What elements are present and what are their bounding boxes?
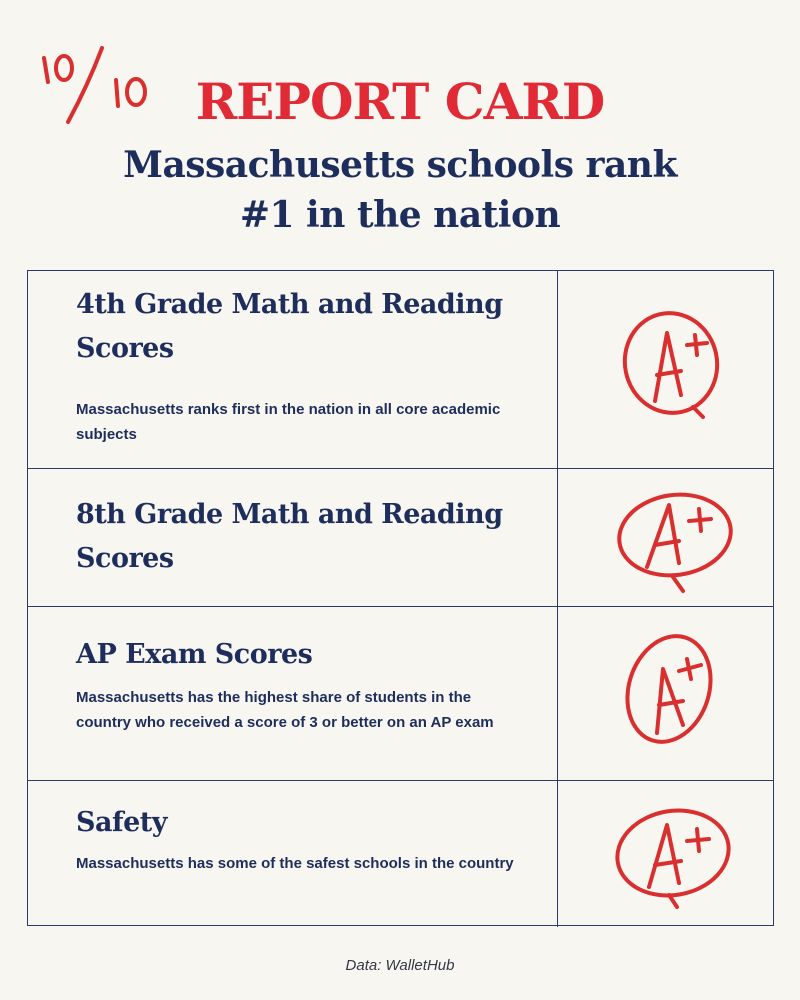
row-description: Massachusetts has the highest share of students in the country who received a score of 3 or better on an AP exam [76, 689, 494, 731]
data-source-caption: Data: WalletHub [345, 957, 455, 974]
report-row-8th-grade [28, 469, 773, 607]
row-description: Massachusetts ranks first in the nation in all core academic subjects [76, 401, 501, 443]
row-grade-cell [558, 781, 773, 927]
row-description: Massachusetts has some of the safest schools in the country [76, 855, 514, 872]
row-grade-cell [558, 607, 773, 780]
row-title: 4th Grade Math and Reading Scores [76, 289, 503, 364]
row-text-cell [28, 781, 558, 927]
page-subtitle: Massachusetts schools rank #1 in the nation [123, 144, 677, 236]
report-row-safety [28, 781, 773, 927]
grade-a-plus-icon [603, 795, 743, 915]
grade-a-plus-icon [603, 629, 743, 749]
grade-a-plus-icon [603, 303, 743, 423]
row-text-cell [28, 271, 558, 468]
row-title: AP Exam Scores [76, 639, 313, 670]
report-card-table [27, 270, 774, 926]
row-grade-cell [558, 469, 773, 606]
grade-a-plus-icon [603, 479, 743, 599]
report-row-ap-exam [28, 607, 773, 781]
row-title: 8th Grade Math and Reading Scores [76, 499, 503, 574]
row-text-cell [28, 607, 558, 780]
page-title: REPORT CARD [195, 72, 605, 131]
row-title: Safety [76, 807, 167, 838]
row-grade-cell [558, 271, 773, 468]
report-row-4th-grade [28, 271, 773, 469]
row-text-cell [28, 469, 558, 606]
